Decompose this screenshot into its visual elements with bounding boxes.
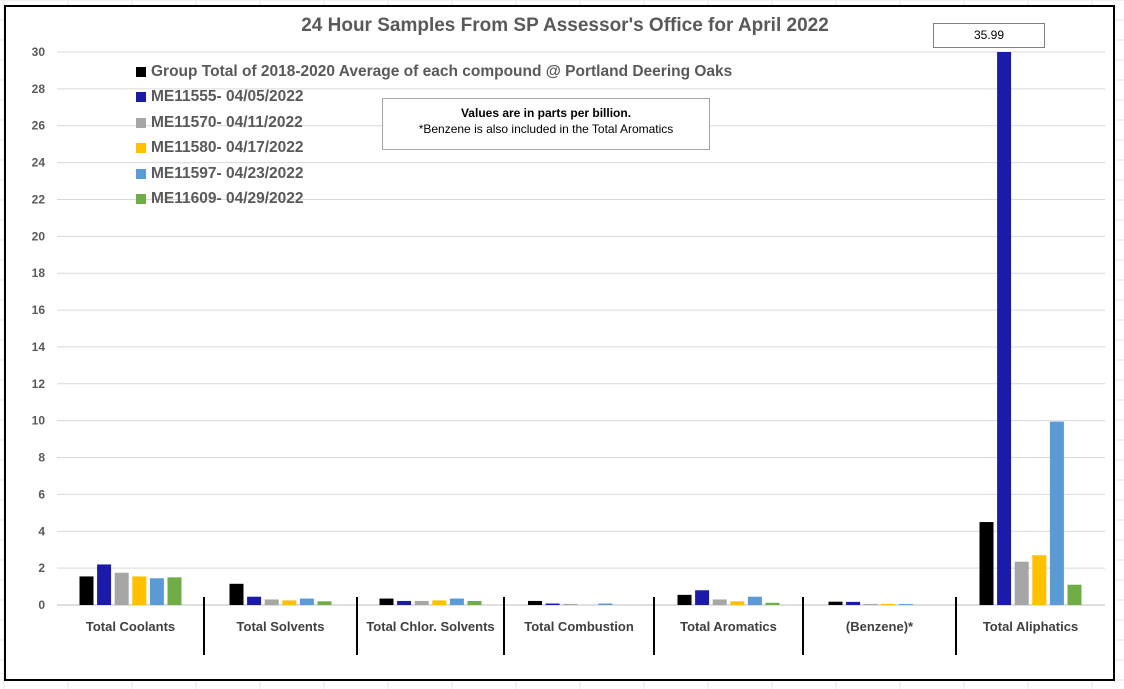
- y-tick-label: 16: [31, 303, 45, 318]
- legend-label: Group Total of 2018-2020 Average of each compound @ Portland Deering Oaks: [151, 62, 733, 80]
- legend-item[interactable]: [136, 59, 732, 85]
- legend-label: ME11570- 04/11/2022: [151, 113, 303, 131]
- note-units-text: Values are in parts per billion.: [460, 106, 632, 120]
- bar: [846, 602, 860, 605]
- bar: [563, 604, 577, 605]
- legend-swatch: [136, 143, 146, 153]
- bar: [115, 573, 129, 605]
- y-tick-label: 18: [31, 266, 45, 281]
- note-benzene-text: *Benzene is also included in the Total Aromatics: [418, 122, 674, 136]
- bar: [695, 590, 709, 605]
- bar: [415, 601, 429, 605]
- legend-swatch: [136, 169, 146, 179]
- y-tick-label: 4: [38, 524, 45, 539]
- legend-label: ME11555- 04/05/2022: [151, 88, 304, 106]
- y-tick-label: 8: [38, 450, 45, 465]
- bar: [432, 600, 446, 605]
- bar: [980, 522, 994, 605]
- x-category-label: Total Combustion: [524, 619, 634, 634]
- bar: [380, 599, 394, 605]
- y-tick-label: 30: [31, 45, 45, 59]
- bar: [713, 599, 727, 605]
- bar: [168, 577, 182, 605]
- y-tick-label: 26: [31, 118, 45, 133]
- bar: [97, 564, 111, 605]
- bar: [150, 578, 164, 605]
- bar: [132, 576, 146, 605]
- bar: [766, 603, 780, 605]
- bar: [678, 595, 692, 605]
- bar: [1032, 555, 1046, 605]
- bar: [1050, 422, 1064, 605]
- bar: [282, 600, 296, 605]
- bar: [318, 601, 332, 605]
- x-category-label: (Benzene)*: [845, 619, 914, 634]
- bar: [1068, 585, 1082, 605]
- bar: [230, 584, 244, 605]
- bar: [881, 604, 895, 605]
- bar: [730, 601, 744, 605]
- x-category-label: Total Coolants: [85, 619, 176, 634]
- bar: [80, 576, 94, 605]
- legend-item[interactable]: [136, 161, 732, 187]
- y-tick-label: 22: [31, 192, 45, 207]
- bar: [468, 601, 482, 605]
- x-category-label: Total Solvents: [236, 619, 325, 634]
- units-note-box[interactable]: [382, 98, 710, 150]
- y-tick-label: 24: [31, 155, 45, 170]
- y-tick-label: 28: [31, 81, 45, 96]
- bar: [300, 599, 314, 605]
- legend-swatch: [136, 118, 146, 128]
- legend-item[interactable]: [136, 187, 732, 213]
- y-tick-label: 10: [31, 413, 45, 428]
- y-tick-label: 14: [31, 339, 45, 354]
- bar: [546, 604, 560, 605]
- bar: [598, 604, 612, 605]
- bar: [265, 599, 279, 605]
- x-category-label: Total Aliphatics: [982, 619, 1079, 634]
- bar: [899, 604, 913, 605]
- chart-title: 24 Hour Samples From SP Assessor's Office for April 2022: [301, 15, 829, 36]
- y-tick-label: 20: [31, 229, 45, 244]
- legend-label: ME11597- 04/23/2022: [151, 164, 304, 182]
- bar: [997, 52, 1011, 605]
- legend-swatch: [136, 92, 146, 102]
- bar: [864, 604, 878, 605]
- bar: [450, 599, 464, 605]
- overflow-value-callout[interactable]: 35.99: [933, 23, 1045, 48]
- bar: [748, 597, 762, 605]
- y-tick-label: 0: [38, 598, 45, 612]
- legend-label: ME11609- 04/29/2022: [151, 190, 304, 208]
- y-tick-label: 6: [38, 487, 45, 502]
- x-category-label: Total Aromatics: [680, 619, 777, 634]
- bar: [1015, 562, 1029, 605]
- y-tick-label: 2: [38, 561, 45, 576]
- legend-swatch: [136, 67, 146, 77]
- legend-swatch: [136, 194, 146, 204]
- x-category-label: Total Chlor. Solvents: [366, 619, 495, 634]
- y-tick-label: 12: [31, 376, 45, 391]
- bar: [397, 601, 411, 605]
- bar: [247, 597, 261, 605]
- bar: [528, 601, 542, 605]
- bar: [829, 602, 843, 605]
- legend-label: ME11580- 04/17/2022: [151, 139, 304, 157]
